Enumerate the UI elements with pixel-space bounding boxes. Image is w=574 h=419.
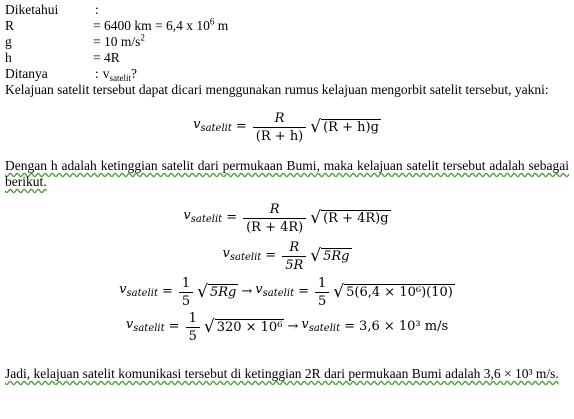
given-value-g-exp: 2	[140, 32, 145, 43]
step-4-radicand: 320 × 10⁶	[216, 319, 283, 335]
step-4	[5, 310, 569, 344]
step-1-fraction	[243, 202, 306, 235]
intro-paragraph: Kelajuan satelit tersebut dapat dicari menggunakan rumus kelajuan mengorbit satelit tersebut, yakni:	[5, 82, 549, 97]
given-heading-colon: :	[95, 2, 99, 17]
formula-v-sub: satelit	[200, 123, 232, 134]
step-3-numerator: 1	[181, 275, 191, 291]
formula-v: v	[193, 117, 201, 132]
arrow-icon: →	[287, 319, 299, 334]
step-1-numerator: R	[269, 201, 280, 217]
given-value-r-unit: m	[214, 18, 229, 33]
step-1-denominator: (R + 4R)	[243, 218, 306, 235]
step-3-denominator-2: 5	[315, 292, 329, 309]
step-3-fraction	[179, 276, 193, 309]
given-label-h: h	[5, 50, 12, 65]
formula-sqrt	[310, 116, 381, 137]
given-value-r	[93, 18, 228, 34]
formula-denominator: (R + h)	[253, 127, 306, 144]
equals-sign: =	[298, 284, 310, 299]
step-3-radicand: 5Rg	[210, 284, 237, 300]
step-3-fraction-2	[315, 276, 329, 309]
middle-paragraph	[5, 158, 569, 190]
step-3-sqrt	[197, 281, 238, 302]
step-3-lhs-2: $v_{satelit}$	[255, 282, 295, 299]
conclusion-paragraph	[5, 366, 569, 382]
step-1-sqrt	[310, 207, 390, 228]
step-4-numerator: 1	[188, 310, 197, 326]
step-4-denominator: 5	[186, 327, 200, 344]
step-4-lhs-2: $v_{satelit}$	[301, 317, 341, 334]
sqrt-symbol: √	[333, 281, 345, 302]
sqrt-symbol: √	[310, 245, 322, 266]
step-4-result: 3,6 × 10³ m/s	[359, 319, 449, 334]
step-3-lhs: $v_{satelit}$	[119, 282, 158, 299]
asked-label: Ditanya	[5, 66, 48, 81]
middle-text: Dengan h adalah ketinggian satelit dari permukaan Bumi, maka kelajuan satelit tersebut adalah sebagai berikut.	[5, 158, 569, 189]
step-2-numerator: R	[289, 239, 300, 255]
given-value-r-exp: 6	[209, 16, 215, 27]
conclusion-text: Jadi, kelajuan satelit komunikasi tersebut di ketinggian 2R dari permukaan Bumi adalah 3,6 × 10³ m/s.	[5, 366, 559, 381]
equals-sign: =	[235, 119, 247, 134]
sqrt-symbol: √	[310, 116, 322, 137]
asked-colon: :	[95, 66, 99, 81]
given-label-g: g	[5, 34, 12, 49]
given-row-r	[5, 18, 569, 34]
step-2-sqrt	[310, 245, 351, 266]
equals-sign: =	[168, 319, 180, 334]
given-label-r: R	[5, 18, 15, 33]
sqrt-symbol: √	[203, 316, 215, 337]
equals-sign: =	[265, 248, 277, 263]
step-1-radicand: (R + 4R)g	[323, 210, 389, 226]
step-2	[5, 238, 569, 274]
asked-row	[5, 66, 569, 82]
step-3-radicand-2: 5(6,4 × 10⁶)(10)	[346, 284, 453, 300]
step-4-lhs: $v_{satelit}$	[125, 317, 165, 334]
asked-question-mark: ?	[131, 66, 138, 81]
given-value-h: = 4R	[93, 50, 120, 65]
step-2-fraction	[282, 240, 306, 273]
document-page	[5, 2, 569, 382]
given-value-r-main: = 6400 km = 6,4 x 10	[93, 18, 210, 33]
equals-sign: =	[344, 319, 356, 334]
step-4-sqrt	[203, 316, 285, 337]
formula-radicand: (R + h)g	[323, 119, 379, 135]
given-row-g	[5, 34, 569, 50]
asked-variable	[103, 66, 137, 82]
step-2-lhs: $v_{satelit}$	[222, 246, 262, 263]
given-heading: Diketahui	[5, 2, 59, 17]
step-1-lhs: $v_{satelit}$	[183, 208, 223, 225]
step-3-sqrt-2	[333, 281, 455, 302]
equals-sign: =	[226, 210, 238, 225]
given-value-g	[93, 34, 145, 50]
formula-numerator: R	[274, 110, 285, 126]
asked-var: v	[102, 66, 110, 81]
step-3-denominator: 5	[179, 292, 193, 309]
step-1	[5, 198, 569, 238]
arrow-icon: →	[241, 284, 253, 299]
given-heading-row	[5, 2, 569, 18]
step-3	[5, 274, 569, 310]
formula-lhs	[193, 117, 232, 137]
formula-main	[5, 106, 569, 148]
asked-var-sub: satelit	[109, 73, 132, 83]
formula-fraction	[253, 111, 306, 144]
step-2-radicand: 5Rg	[323, 248, 350, 264]
sqrt-symbol: √	[197, 281, 208, 302]
sqrt-symbol: √	[310, 207, 322, 228]
equals-sign: =	[161, 284, 173, 299]
step-2-denominator: 5R	[282, 256, 306, 273]
step-3-numerator-2: 1	[318, 275, 327, 291]
step-4-fraction	[186, 311, 200, 344]
given-row-h	[5, 50, 569, 66]
given-value-g-main: = 10 m/s	[93, 34, 141, 49]
